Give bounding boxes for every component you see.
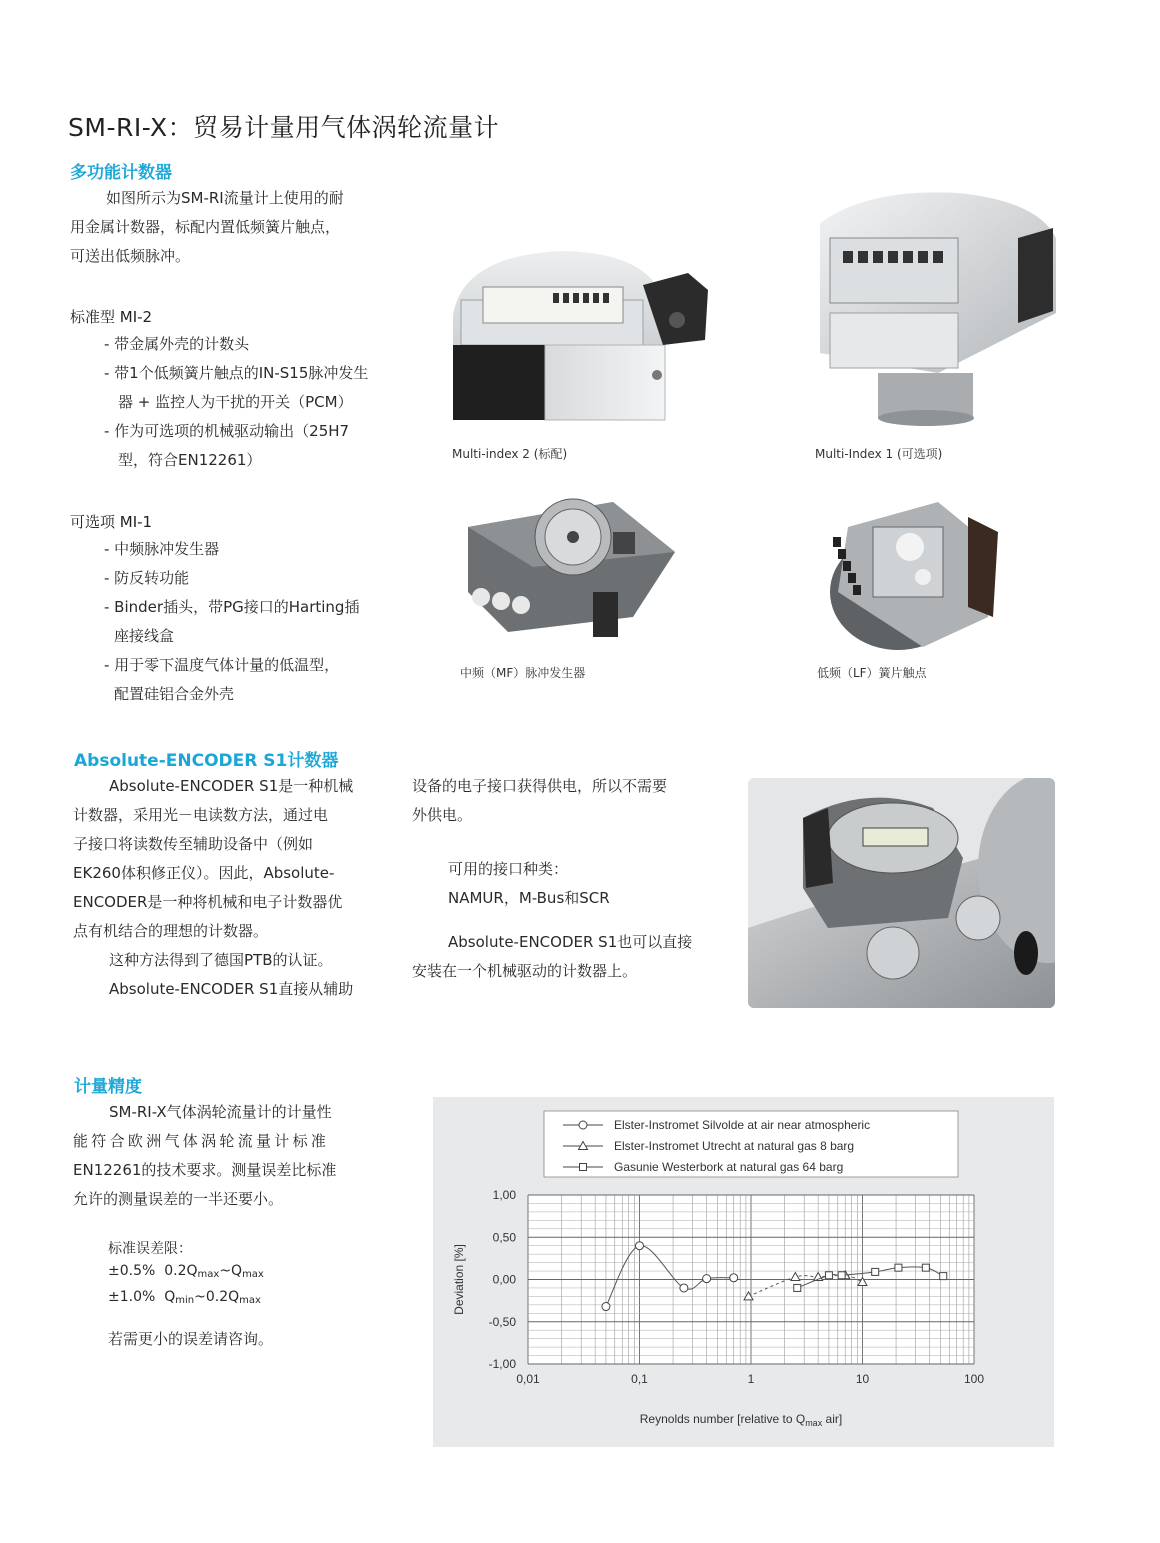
y-tick-label: -0,50 <box>488 1314 516 1329</box>
data-point-square <box>895 1264 902 1271</box>
data-point-circle <box>703 1275 711 1283</box>
error-limit-1: ±0.5% $0.2Q_{max}\sim Q_{max}$ <box>108 1263 264 1280</box>
data-point-circle <box>636 1242 644 1250</box>
y-tick-label: 0,00 <box>492 1272 516 1287</box>
list-item: 座接线盒 <box>114 627 175 645</box>
caption-mf-pulse-generator: 中频（MF）脉冲发生器 <box>460 666 586 680</box>
page-title: SM-RI-X：贸易计量用气体涡轮流量计 <box>68 113 500 142</box>
counter-intro <box>70 184 344 271</box>
data-point-circle <box>730 1274 738 1282</box>
caption-multi-index-1: Multi-Index 1 (可选项) <box>815 447 943 461</box>
data-point-square <box>580 1164 587 1171</box>
intro-line: 可送出低频脉冲。 <box>70 247 191 265</box>
legend-label: Elster-Instromet Silvolde at air near atmospheric <box>614 1118 871 1132</box>
section-heading-encoder: Absolute-ENCODER S1计数器 <box>74 751 339 771</box>
section-heading-counter: 多功能计数器 <box>70 163 172 183</box>
x-tick-label: 100 <box>963 1372 985 1386</box>
photo-multi-index-1 <box>808 183 1063 428</box>
y-tick-label: -1,00 <box>488 1357 516 1371</box>
data-point-square <box>872 1268 879 1275</box>
encoder-line: 子接口将读数传至辅助设备中（例如 <box>73 835 314 853</box>
photo-mf-pulse-generator <box>463 497 678 647</box>
encoder-interfaces <box>448 855 610 913</box>
encoder-line: EK260体积修正仪）。因此，Absolute- <box>73 864 335 882</box>
encoder-line: Absolute-ENCODER S1也可以直接 <box>448 933 693 951</box>
x-tick-label: 1 <box>747 1372 755 1386</box>
accuracy-line: SM-RI-X气体涡轮流量计的计量性 <box>109 1103 332 1121</box>
x-tick-label: 10 <box>855 1372 870 1386</box>
list-item: 器 + 监控人为干扰的开关（PCM） <box>118 393 353 411</box>
accuracy-line: 能符合欧洲气体涡轮流量计标准 <box>73 1132 330 1150</box>
accuracy-line: EN12261的技术要求。测量误差比标准 <box>73 1161 337 1179</box>
x-tick-label: 0,1 <box>631 1372 648 1386</box>
intro-line: 如图所示为SM-RI流量计上使用的耐 <box>106 189 344 207</box>
encoder-line: Absolute-ENCODER S1是一种机械 <box>109 777 354 795</box>
deviation-chart <box>433 1097 1054 1447</box>
encoder-line: 计数器，采用光－电读数方法，通过电 <box>73 806 329 824</box>
encoder-line: 这种方法得到了德国PTB的认证。 <box>109 951 333 969</box>
legend-label: Gasunie Westerbork at natural gas 64 barg <box>614 1160 844 1174</box>
caption-lf-reed-contact: 低频（LF）簧片触点 <box>817 666 927 680</box>
list-item: - 中频脉冲发生器 <box>104 540 220 558</box>
y-tick-label: 0,50 <box>492 1230 516 1245</box>
encoder-line: ENCODER是一种将机械和电子计数器优 <box>73 893 343 911</box>
mi1-list <box>104 535 359 709</box>
list-item: - 防反转功能 <box>104 569 190 587</box>
list-item: 配置硅铝合金外壳 <box>114 685 235 703</box>
accuracy-body <box>73 1098 336 1214</box>
list-item: - 带1个低频簧片触点的IN-S15脉冲发生 <box>104 364 369 382</box>
data-point-square <box>922 1264 929 1271</box>
encoder-col2c <box>412 928 692 986</box>
data-point-square <box>825 1272 832 1279</box>
data-point-circle <box>680 1284 688 1292</box>
chart-svg <box>433 1097 1054 1447</box>
list-item: - 带金属外壳的计数头 <box>104 335 250 353</box>
chart-legend <box>544 1111 958 1177</box>
x-axis-label: Reynolds number [relative to $Q_{max}$ air] <box>639 1412 843 1428</box>
list-item: 型，符合EN12261） <box>118 451 262 469</box>
encoder-col1 <box>73 772 353 1004</box>
encoder-col2 <box>412 772 667 830</box>
mi2-list <box>104 330 368 475</box>
encoder-line: 外供电。 <box>412 806 473 824</box>
encoder-line: 安装在一个机械驱动的计数器上。 <box>412 962 638 980</box>
data-point-circle <box>579 1121 587 1129</box>
caption-multi-index-2: Multi-index 2 (标配) <box>452 447 568 461</box>
y-axis-label: Deviation [%] <box>452 1244 466 1315</box>
encoder-line: 点有机结合的理想的计数器。 <box>73 922 269 940</box>
list-item: - 用于零下温度气体计量的低温型， <box>104 656 340 674</box>
error-limits-label: 标准误差限： <box>108 1241 192 1257</box>
intro-line: 用金属计数器，标配内置低频簧片触点， <box>70 218 341 236</box>
mi1-heading: 可选项 MI-1 <box>70 513 153 531</box>
data-point-square <box>838 1272 845 1279</box>
data-point-square <box>794 1284 801 1291</box>
accuracy-line: 允许的测量误差的一半还要小。 <box>73 1190 284 1208</box>
list-item: - Binder插头，带PG接口的Harting插 <box>104 598 360 616</box>
chart-grid <box>528 1195 974 1364</box>
accuracy-note: 若需更小的误差请咨询。 <box>108 1330 274 1348</box>
mi2-heading: 标准型 MI-2 <box>70 308 153 326</box>
section-heading-accuracy: 计量精度 <box>74 1077 142 1097</box>
error-limits <box>108 1238 264 1312</box>
list-item: - 作为可选项的机械驱动输出（25H7 <box>104 422 350 440</box>
data-point-square <box>940 1273 947 1280</box>
legend-label: Elster-Instromet Utrecht at natural gas 8 barg <box>614 1139 855 1153</box>
error-limit-2: ±1.0% $Q_{min}\sim 0.2Q_{max}$ <box>108 1289 261 1306</box>
encoder-line: NAMUR，M-Bus和SCR <box>448 889 610 907</box>
encoder-line: 可用的接口种类： <box>448 860 569 878</box>
data-point-circle <box>602 1303 610 1311</box>
encoder-line: 设备的电子接口获得供电，所以不需要 <box>412 777 668 795</box>
photo-multi-index-2 <box>443 245 713 430</box>
encoder-line: Absolute-ENCODER S1直接从辅助 <box>109 980 354 998</box>
y-tick-label: 1,00 <box>492 1188 516 1202</box>
x-tick-label: 0,01 <box>516 1372 540 1386</box>
photo-absolute-encoder <box>748 778 1055 1008</box>
photo-lf-reed-contact <box>828 497 1013 657</box>
